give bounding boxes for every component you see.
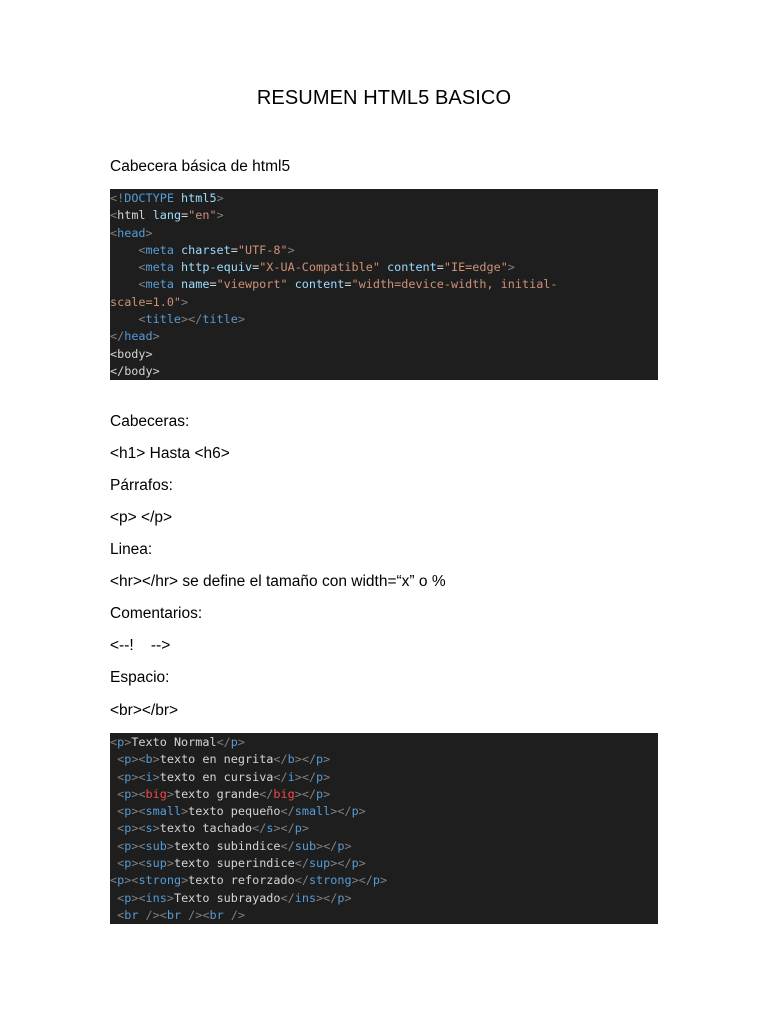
code-token: /><: [181, 907, 210, 922]
code-token: >: [181, 873, 189, 888]
code-token: p: [316, 786, 324, 801]
code-token: big: [273, 786, 295, 801]
code-token: head: [117, 225, 146, 240]
code-line: [110, 311, 658, 328]
item-comment-syntax: <--! -->: [110, 637, 171, 654]
code-token: p: [337, 890, 345, 905]
item-comentarios-label: Comentarios:: [110, 605, 203, 622]
code-token: Texto Normal: [131, 735, 217, 749]
code-token: title: [145, 312, 182, 327]
code-token: <: [110, 735, 118, 749]
code-token: />: [223, 907, 246, 922]
code-token: /><: [138, 907, 167, 922]
code-token: </: [252, 821, 267, 836]
code-token: ><: [124, 873, 139, 888]
code-token: <: [110, 873, 118, 888]
code-token: sub: [145, 838, 167, 853]
code-token: <body>: [110, 346, 153, 361]
code-token: texto grande: [173, 786, 260, 801]
code-block-html5-header: [110, 189, 658, 380]
code-token: p: [124, 856, 132, 871]
code-token: lang: [145, 208, 182, 223]
code-token: "X-UA-Compatible": [259, 260, 380, 275]
code-token: p: [124, 769, 132, 784]
code-token: ><: [131, 856, 146, 871]
item-hr-description: <hr></hr> se define el tamaño con width=“x” o %: [110, 573, 446, 590]
code-token: texto tachado: [159, 821, 253, 836]
code-token: </: [110, 329, 125, 344]
code-line: [110, 346, 658, 363]
code-token: "viewport": [216, 277, 288, 292]
code-line: [110, 242, 658, 259]
code-token: charset: [173, 242, 231, 257]
code-line: [110, 786, 658, 803]
code-token: ><: [131, 752, 146, 767]
code-line: [110, 769, 658, 786]
code-token: p: [294, 821, 302, 836]
code-token: <: [110, 277, 146, 292]
code-line: [110, 751, 658, 768]
code-token: p: [372, 873, 380, 888]
code-token: br: [124, 907, 139, 922]
code-token: >: [507, 260, 515, 275]
code-token: <: [110, 225, 118, 240]
item-cabeceras-label: Cabeceras:: [110, 413, 190, 430]
code-token: small: [145, 804, 182, 819]
code-token: sup: [308, 856, 331, 871]
code-token: i: [145, 769, 153, 784]
code-line: [110, 276, 658, 293]
code-line: [110, 838, 658, 855]
code-token: texto pequeño: [188, 804, 281, 819]
code-token: sup: [145, 856, 167, 871]
code-token: http-equiv: [173, 260, 253, 275]
code-token: >: [344, 890, 352, 905]
code-token: texto reforzado: [188, 873, 295, 888]
code-token: </: [273, 752, 288, 767]
code-token: </body>: [110, 363, 160, 378]
code-token: ><: [131, 804, 146, 819]
code-token: >: [358, 804, 366, 819]
code-token: br: [209, 907, 224, 922]
code-token: name: [173, 277, 210, 292]
code-line: [110, 872, 658, 889]
code-token: p: [124, 838, 132, 853]
code-line: [110, 190, 658, 207]
code-token: meta: [145, 277, 174, 292]
item-linea-label: Linea:: [110, 541, 153, 558]
code-token: texto en negrita: [159, 752, 274, 767]
code-token: >: [145, 225, 153, 240]
code-token: head: [124, 329, 153, 344]
code-token: >: [181, 804, 189, 819]
code-token: >: [152, 821, 160, 836]
code-token: p: [124, 752, 132, 767]
code-token: ins: [294, 890, 317, 905]
code-token: >: [323, 786, 331, 801]
code-line: [110, 855, 658, 872]
code-token: <!: [110, 191, 125, 205]
code-token: p: [117, 873, 125, 888]
code-token: ><: [131, 821, 146, 836]
code-token: >: [237, 312, 245, 327]
code-token: title: [202, 312, 238, 327]
code-token: "IE=edge": [443, 260, 508, 275]
code-token: ins: [145, 890, 167, 905]
code-token: </: [280, 804, 295, 819]
code-token: <: [110, 907, 125, 922]
code-token: <: [110, 821, 125, 836]
code-token: ><: [131, 838, 146, 853]
code-token: Texto subrayado: [173, 890, 281, 905]
code-token: scale=1.0": [110, 294, 182, 309]
code-token: ></: [181, 312, 203, 327]
code-token: >: [166, 856, 174, 871]
code-token: </: [280, 890, 295, 905]
code-token: >: [344, 838, 352, 853]
code-line: [110, 734, 658, 751]
code-token: >: [181, 294, 189, 309]
code-token: ></: [294, 769, 317, 784]
code-token: ></: [294, 786, 317, 801]
code-token: p: [316, 769, 324, 784]
code-line: [110, 294, 658, 311]
code-line: [110, 820, 658, 837]
code-token: >: [152, 752, 160, 767]
code-block-text-formatting: [110, 733, 658, 924]
code-token: content: [287, 277, 345, 292]
code-token: >: [152, 329, 160, 344]
code-token: <: [110, 769, 125, 784]
section-heading: Cabecera básica de html5: [110, 158, 291, 175]
code-token: "en": [188, 208, 217, 223]
code-token: DOCTYPE: [124, 191, 174, 205]
code-token: ></: [330, 804, 352, 819]
code-token: strong: [138, 873, 182, 888]
code-token: big: [145, 786, 167, 801]
code-token: >: [323, 769, 331, 784]
code-token: >: [287, 242, 295, 257]
code-token: </: [294, 856, 309, 871]
code-token: content: [379, 260, 437, 275]
code-token: ></: [273, 821, 295, 836]
item-br-tags: <br></br>: [110, 702, 179, 719]
code-token: >: [166, 890, 174, 905]
code-token: ></: [351, 873, 373, 888]
code-token: >: [301, 821, 309, 836]
code-line: [110, 259, 658, 276]
code-token: =: [230, 242, 238, 257]
code-token: p: [351, 856, 359, 871]
code-token: sub: [294, 838, 317, 853]
code-token: p: [117, 735, 125, 749]
code-line: [110, 890, 658, 907]
code-token: "width=device-width, initial-: [351, 277, 558, 292]
item-parrafos-label: Párrafos:: [110, 477, 173, 494]
code-line: [110, 328, 658, 345]
code-token: html5: [173, 191, 217, 205]
code-line: [110, 363, 658, 380]
code-token: meta: [145, 242, 174, 257]
code-token: p: [230, 735, 238, 749]
code-token: </: [273, 769, 288, 784]
code-token: </: [259, 786, 274, 801]
code-token: texto subindice: [173, 838, 281, 853]
code-token: <: [110, 208, 118, 223]
code-token: =: [344, 277, 352, 292]
code-token: <: [110, 260, 146, 275]
code-token: "UTF-8": [237, 242, 288, 257]
code-token: p: [124, 804, 132, 819]
code-line: [110, 225, 658, 242]
code-token: =: [181, 208, 189, 223]
code-token: </: [280, 838, 295, 853]
code-token: p: [316, 752, 324, 767]
item-espacio-label: Espacio:: [110, 669, 170, 686]
code-token: p: [351, 804, 359, 819]
code-token: =: [209, 277, 217, 292]
code-token: <: [110, 786, 125, 801]
code-token: =: [436, 260, 444, 275]
code-token: >: [166, 786, 174, 801]
code-token: >: [323, 752, 331, 767]
code-token: >: [379, 873, 388, 888]
code-token: meta: [145, 260, 174, 275]
code-token: </: [216, 735, 231, 749]
code-token: >: [216, 208, 224, 223]
code-token: </: [294, 873, 309, 888]
code-token: i: [287, 769, 295, 784]
code-token: >: [216, 191, 224, 205]
code-token: >: [237, 735, 245, 749]
code-token: strong: [308, 873, 352, 888]
item-headings-tags: <h1> Hasta <h6>: [110, 445, 230, 462]
code-token: small: [294, 804, 331, 819]
code-token: ></: [294, 752, 317, 767]
code-token: texto en cursiva: [159, 769, 274, 784]
code-token: >: [152, 769, 160, 784]
code-token: s: [266, 821, 274, 836]
code-token: <: [110, 242, 146, 257]
code-token: <: [110, 890, 125, 905]
code-token: ><: [131, 890, 146, 905]
code-token: ></: [316, 890, 338, 905]
code-token: p: [124, 786, 132, 801]
code-token: >: [166, 838, 174, 853]
code-line: [110, 803, 658, 820]
page-title: RESUMEN HTML5 BASICO: [256, 87, 512, 109]
code-token: p: [124, 890, 132, 905]
code-token: ></: [316, 838, 338, 853]
code-token: <: [110, 804, 125, 819]
code-token: ><: [131, 769, 146, 784]
code-token: b: [145, 752, 153, 767]
code-token: ><: [131, 786, 146, 801]
code-token: s: [145, 821, 153, 836]
code-token: html: [117, 208, 146, 223]
code-token: <: [110, 856, 125, 871]
code-token: ></: [330, 856, 352, 871]
code-line: [110, 207, 658, 224]
code-token: <: [110, 838, 125, 853]
code-token: <: [110, 752, 125, 767]
code-token: p: [337, 838, 345, 853]
code-token: >: [358, 856, 366, 871]
item-paragraph-tags: <p> </p>: [110, 509, 173, 526]
code-token: p: [124, 821, 132, 836]
code-token: <: [110, 312, 146, 327]
code-token: texto superindice: [173, 856, 295, 871]
code-token: >: [124, 735, 132, 749]
code-line: [110, 907, 658, 924]
code-token: b: [287, 752, 295, 767]
code-token: =: [252, 260, 260, 275]
code-token: br: [166, 907, 182, 922]
